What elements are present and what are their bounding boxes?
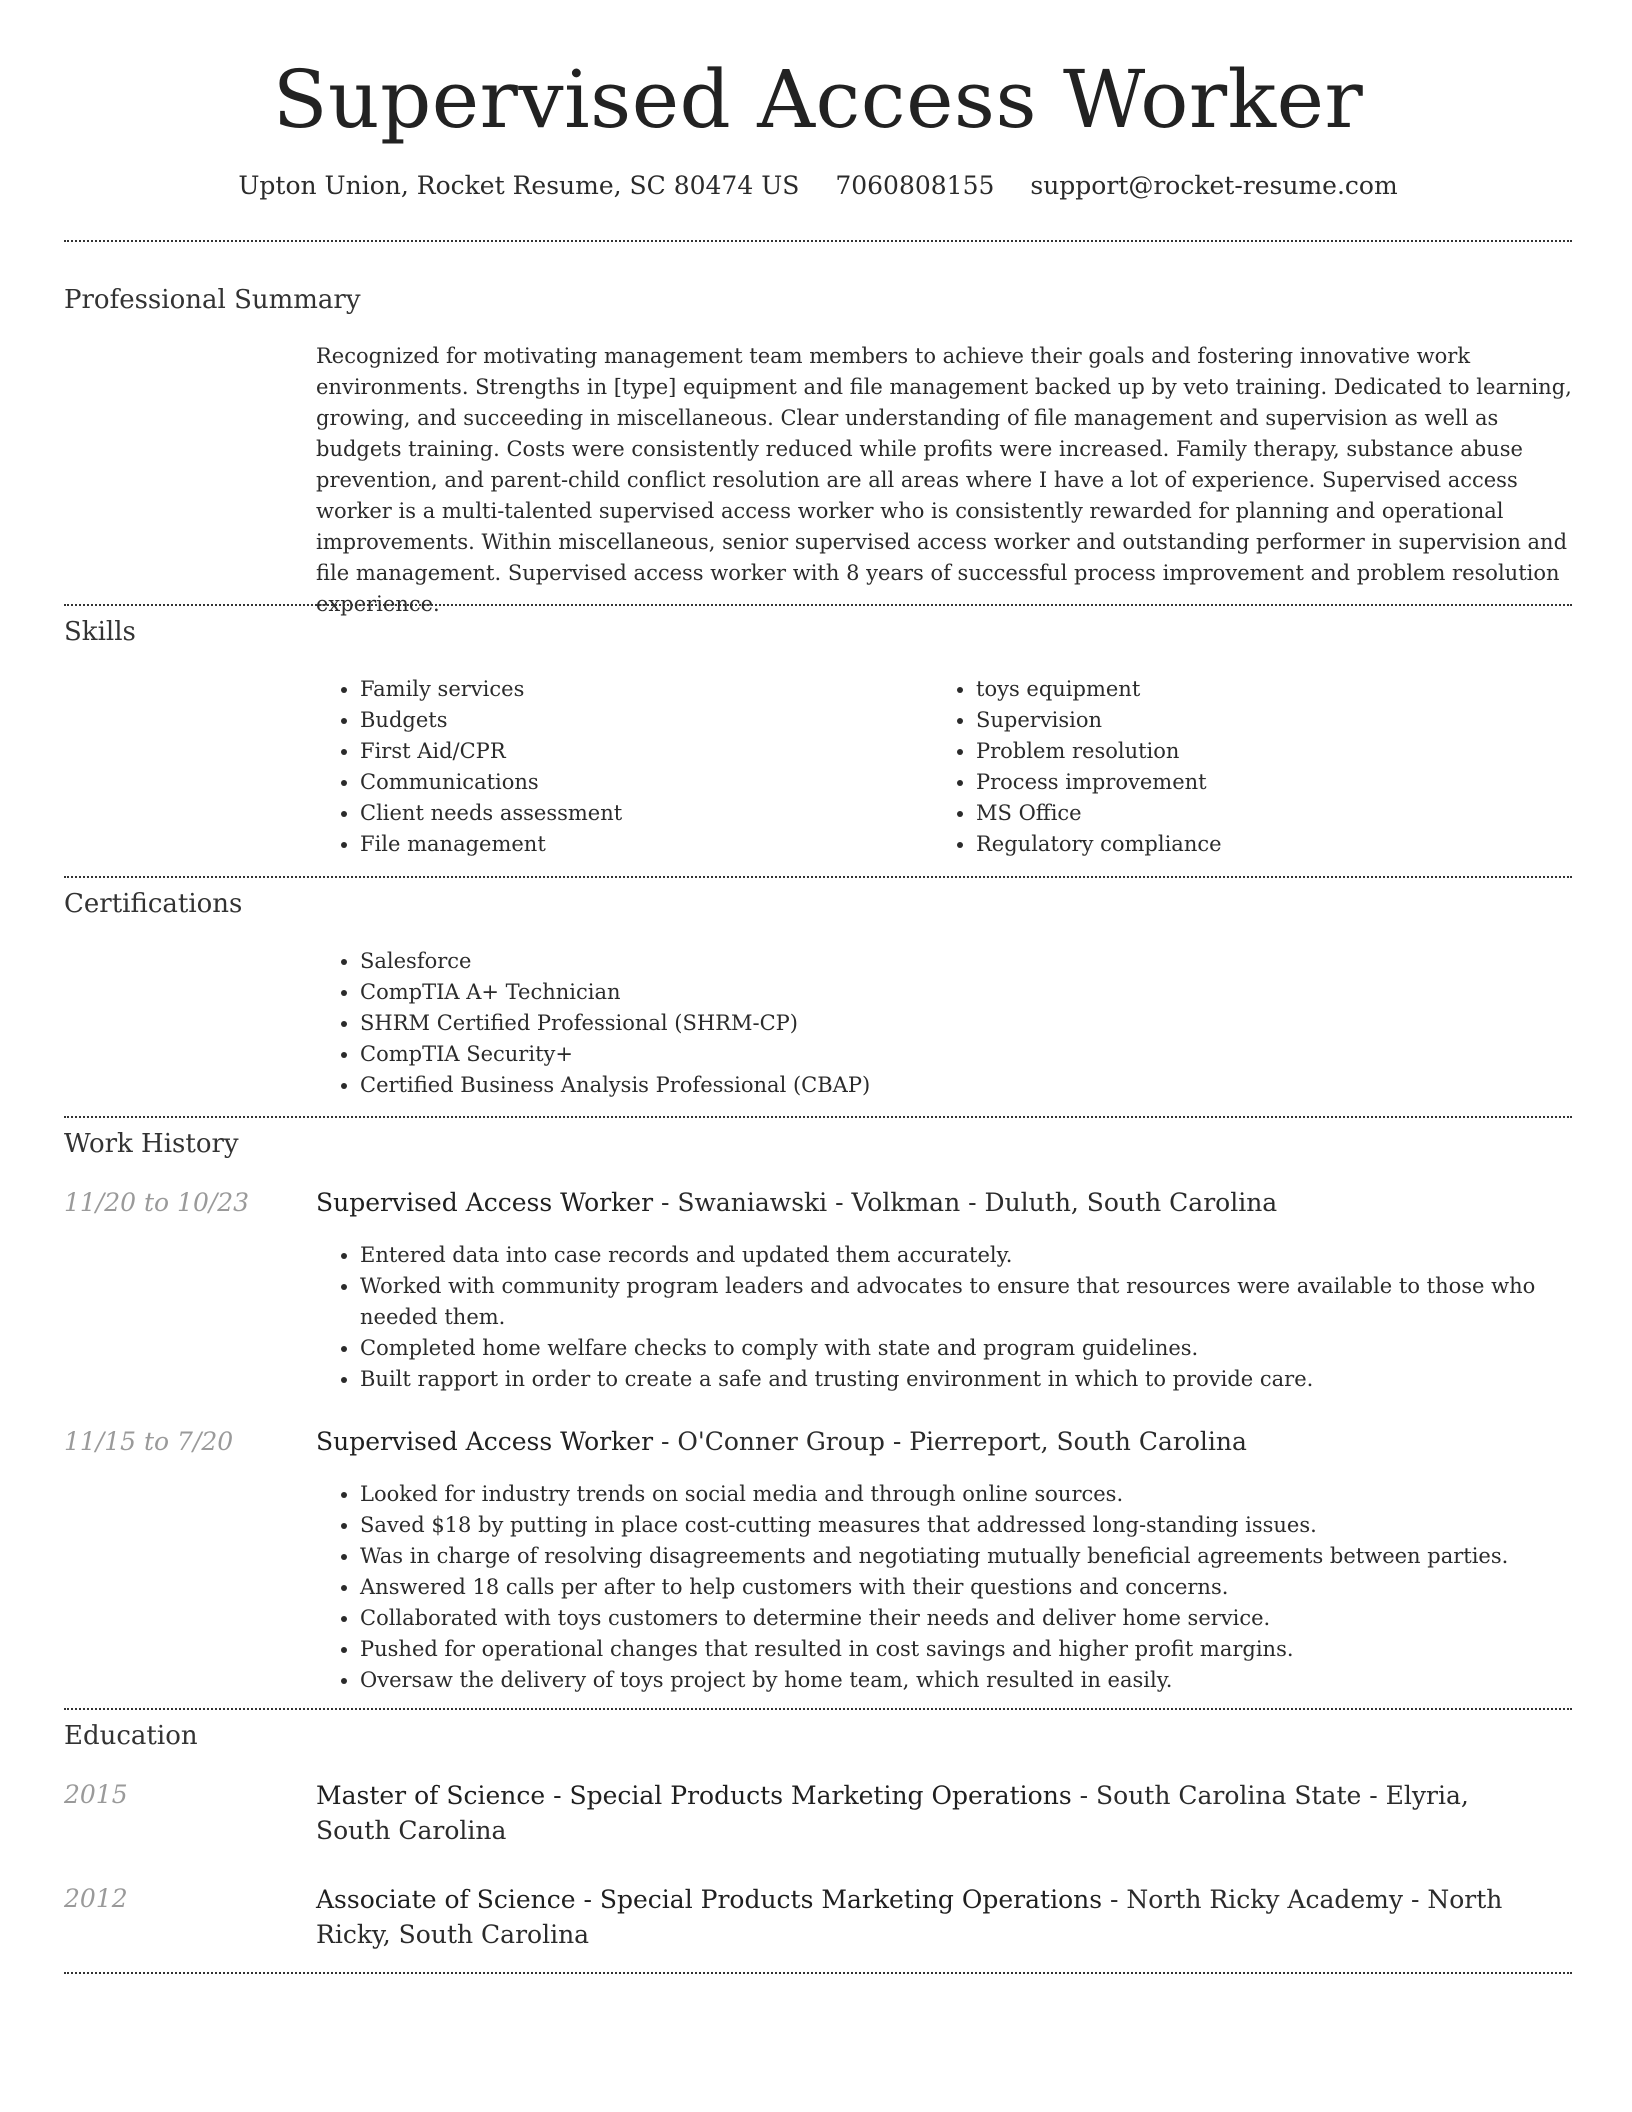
list-item: • Looked for industry trends on social media and through online sources. (360, 1479, 1572, 1510)
education-heading (316, 1882, 1516, 1952)
job-employer: - O'Conner Group - Pierreport, South Carolina (653, 1427, 1247, 1456)
list-item: • Entered data into case records and updated them accurately. (360, 1240, 1572, 1271)
education-heading (316, 1778, 1516, 1848)
divider (64, 240, 1572, 242)
list-item: • Answered 18 calls per after to help customers with their questions and concerns. (360, 1572, 1572, 1603)
education-school: - South Carolina State - Elyria, South Carolina (316, 1781, 1469, 1845)
job-role: Supervised Access Worker (316, 1188, 654, 1217)
job-bullets (316, 1479, 1572, 1696)
summary-text: Recognized for motivating management team members to achieve their goals and fostering innovative work environments. Strengths in [type] equipment and file management backed up by veto training. Dedicated to learning, growing, and succeeding in miscellaneous. Clear understanding of file management and supervision as well as budgets training. Costs were consistently reduced while profits were increased. Family therapy, substance abuse prevention, and parent-child conflict resolution are all areas where I have a lot of experience. Supervised access worker is a multi-talented supervised access worker who is consistently rewarded for planning and operational improvements. Within miscellaneous, senior supervised access worker and outstanding performer in supervision and file management. Supervised access worker with 8 years of successful process improvement and problem resolution experience. (316, 344, 1572, 616)
job-employer: - Swaniawski - Volkman - Duluth, South Carolina (653, 1188, 1278, 1217)
job-dates: 11/20 to 10/23 (64, 1188, 250, 1217)
list-item: • Completed home welfare checks to comply with state and program guidelines. (360, 1333, 1572, 1364)
list-item: • Collaborated with toys customers to determine their needs and deliver home service. (360, 1603, 1572, 1634)
section-title-education: Education (64, 1721, 198, 1751)
list-item: • toys equipment (976, 674, 1532, 705)
list-item: • Worked with community program leaders and advocates to ensure that resources were available to those who needed them. (360, 1271, 1572, 1333)
list-item: • Budgets (360, 705, 916, 736)
job-role: Supervised Access Worker (316, 1427, 654, 1456)
list-item: • Saved $18 by putting in place cost-cutting measures that addressed long-standing issues. (360, 1510, 1572, 1541)
list-item: • Built rapport in order to create a safe and trusting environment in which to provide care. (360, 1364, 1572, 1395)
divider (64, 1708, 1572, 1710)
education-year: 2015 (64, 1780, 128, 1809)
resume-page (64, 0, 1572, 1949)
list-item: • Family services (360, 674, 916, 705)
list-item: • Certified Business Analysis Professional (CBAP) (360, 1070, 1316, 1101)
education-degree: Master of Science - Special Products Marketing Operations (316, 1781, 1072, 1810)
education-school: - North Ricky Academy - North Ricky, South Carolina (316, 1885, 1503, 1949)
list-item: • Oversaw the delivery of toys project by home team, which resulted in easily. (360, 1665, 1572, 1696)
skills-right-column (932, 674, 1532, 860)
list-item: • CompTIA A+ Technician (360, 977, 1316, 1008)
list-item: • Was in charge of resolving disagreements and negotiating mutually beneficial agreements between parties. (360, 1541, 1572, 1572)
email[interactable]: support@rocket-resume.com (1030, 171, 1398, 200)
candidate-name: Supervised Access Worker (272, 53, 1364, 146)
job-bullets (316, 1240, 1572, 1395)
phone: 7060808155 (835, 171, 995, 200)
list-item: • First Aid/CPR (360, 736, 916, 767)
list-item: • Client needs assessment (360, 798, 916, 829)
section-title-skills: Skills (64, 617, 136, 647)
list-item: • Process improvement (976, 767, 1532, 798)
certifications-list (316, 946, 1316, 1101)
divider (64, 604, 1572, 606)
list-item: • Regulatory compliance (976, 829, 1532, 860)
job-dates: 11/15 to 7/20 (64, 1427, 234, 1456)
job-heading (316, 1425, 1516, 1459)
skills-left-column (316, 674, 916, 860)
education-year: 2012 (64, 1884, 128, 1913)
education-degree: Associate of Science - Special Products Marketing Operations (316, 1885, 1103, 1914)
list-item: • Communications (360, 767, 916, 798)
job-heading (316, 1186, 1516, 1220)
divider (64, 1972, 1572, 1974)
list-item: • Pushed for operational changes that resulted in cost savings and higher profit margins. (360, 1634, 1572, 1665)
address: Upton Union, Rocket Resume, SC 80474 US (238, 171, 800, 200)
list-item: • File management (360, 829, 916, 860)
list-item: • Problem resolution (976, 736, 1532, 767)
divider (64, 876, 1572, 878)
list-item: • MS Office (976, 798, 1532, 829)
list-item: • CompTIA Security+ (360, 1039, 1316, 1070)
section-title-summary: Professional Summary (64, 285, 361, 315)
section-title-certifications: Certifications (64, 889, 243, 919)
list-item: • SHRM Certified Professional (SHRM-CP) (360, 1008, 1316, 1039)
divider (64, 1116, 1572, 1118)
list-item: • Supervision (976, 705, 1532, 736)
contact-line (64, 170, 1572, 202)
section-title-work-history: Work History (64, 1129, 239, 1159)
list-item: • Salesforce (360, 946, 1316, 977)
